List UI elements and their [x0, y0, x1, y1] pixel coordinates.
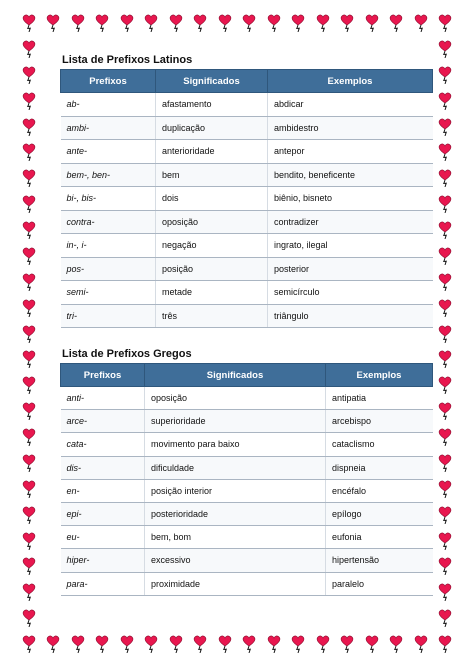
heart-balloon-icon [22, 273, 36, 291]
prefix-cell: in-, i- [61, 234, 156, 258]
heart-balloon-icon [365, 14, 379, 32]
prefix-cell: ab- [61, 93, 156, 117]
heart-balloon-icon [365, 635, 379, 653]
table-row [61, 281, 433, 305]
column-header-prefixos: Prefixos [61, 70, 156, 93]
example-cell: dispneia [326, 456, 433, 479]
heart-balloon-icon [291, 635, 305, 653]
example-cell: antipatia [326, 387, 433, 410]
heart-balloon-icon [438, 402, 452, 420]
example-cell: ingrato, ilegal [268, 234, 433, 258]
heart-balloon-icon [414, 14, 428, 32]
heart-balloon-icon [193, 635, 207, 653]
heart-balloon-icon [22, 92, 36, 110]
meaning-cell: oposição [145, 387, 326, 410]
heart-balloon-icon [71, 14, 85, 32]
heart-balloon-icon [414, 635, 428, 653]
heart-balloon-icon [120, 635, 134, 653]
heart-balloon-icon [438, 221, 452, 239]
heart-balloon-icon [22, 635, 36, 653]
prefix-cell: ante- [61, 140, 156, 164]
meaning-cell: três [156, 304, 268, 328]
prefix-cell: eu- [61, 526, 145, 549]
table-row [61, 234, 433, 258]
column-header-exemplos: Exemplos [326, 364, 433, 387]
meaning-cell: anterioridade [156, 140, 268, 164]
heart-balloon-icon [22, 325, 36, 343]
heart-balloon-icon [169, 635, 183, 653]
heart-balloon-icon [316, 635, 330, 653]
greek-prefixes-table [60, 363, 433, 596]
heart-balloon-icon [22, 376, 36, 394]
heart-balloon-icon [242, 635, 256, 653]
heart-balloon-icon [340, 14, 354, 32]
heart-balloon-icon [22, 506, 36, 524]
heart-balloon-icon [389, 635, 403, 653]
prefix-cell: ambi- [61, 116, 156, 140]
heart-balloon-icon [22, 118, 36, 136]
heart-balloon-icon [438, 635, 452, 653]
prefix-cell: semi- [61, 281, 156, 305]
prefix-cell: tri- [61, 304, 156, 328]
latin-prefixes-table [60, 69, 433, 328]
meaning-cell: oposição [156, 210, 268, 234]
prefix-cell: arce- [61, 410, 145, 433]
table-row [61, 526, 433, 549]
heart-balloon-icon [22, 583, 36, 601]
latin-prefixes-title: Lista de Prefixos Latinos [62, 54, 193, 66]
prefix-cell: contra- [61, 210, 156, 234]
example-cell: abdicar [268, 93, 433, 117]
prefix-cell: bi-, bis- [61, 187, 156, 211]
prefix-cell: bem-, ben- [61, 163, 156, 187]
meaning-cell: bem, bom [145, 526, 326, 549]
meaning-cell: negação [156, 234, 268, 258]
heart-balloon-icon [144, 14, 158, 32]
example-cell: antepor [268, 140, 433, 164]
table-row [61, 433, 433, 456]
prefix-cell: cata- [61, 433, 145, 456]
table-row [61, 387, 433, 410]
heart-balloon-icon [242, 14, 256, 32]
meaning-cell: excessivo [145, 549, 326, 572]
meaning-cell: duplicação [156, 116, 268, 140]
heart-balloon-icon [438, 299, 452, 317]
heart-balloon-icon [22, 143, 36, 161]
heart-balloon-icon [22, 40, 36, 58]
heart-balloon-icon [267, 635, 281, 653]
example-cell: triângulo [268, 304, 433, 328]
table-row [61, 572, 433, 595]
column-header-significados: Significados [156, 70, 268, 93]
table-row [61, 549, 433, 572]
heart-balloon-icon [438, 609, 452, 627]
heart-balloon-icon [22, 221, 36, 239]
table-row [61, 410, 433, 433]
heart-balloon-icon [22, 169, 36, 187]
example-cell: biênio, bisneto [268, 187, 433, 211]
heart-balloon-icon [438, 273, 452, 291]
heart-balloon-icon [22, 14, 36, 32]
heart-balloon-icon [169, 14, 183, 32]
heart-balloon-icon [22, 454, 36, 472]
heart-balloon-icon [22, 350, 36, 368]
example-cell: cataclismo [326, 433, 433, 456]
heart-balloon-icon [438, 40, 452, 58]
heart-balloon-icon [438, 376, 452, 394]
table-row [61, 163, 433, 187]
meaning-cell: movimento para baixo [145, 433, 326, 456]
prefix-cell: anti- [61, 387, 145, 410]
heart-balloon-icon [144, 635, 158, 653]
meaning-cell: superioridade [145, 410, 326, 433]
example-cell: posterior [268, 257, 433, 281]
document-page [60, 54, 432, 596]
heart-balloon-icon [438, 454, 452, 472]
heart-balloon-icon [22, 480, 36, 498]
heart-balloon-icon [95, 635, 109, 653]
meaning-cell: posterioridade [145, 502, 326, 525]
heart-balloon-icon [438, 247, 452, 265]
meaning-cell: proximidade [145, 572, 326, 595]
heart-balloon-icon [291, 14, 305, 32]
heart-balloon-icon [438, 480, 452, 498]
heart-balloon-icon [316, 14, 330, 32]
example-cell: ambidestro [268, 116, 433, 140]
column-header-significados: Significados [145, 364, 326, 387]
prefix-cell: hiper- [61, 549, 145, 572]
prefix-cell: epi- [61, 502, 145, 525]
example-cell: contradizer [268, 210, 433, 234]
prefix-cell: dis- [61, 456, 145, 479]
example-cell: semicírculo [268, 281, 433, 305]
heart-balloon-icon [438, 66, 452, 84]
table-row [61, 456, 433, 479]
heart-balloon-icon [218, 635, 232, 653]
prefix-cell: en- [61, 479, 145, 502]
table-row [61, 479, 433, 502]
heart-balloon-icon [438, 350, 452, 368]
heart-balloon-icon [22, 402, 36, 420]
meaning-cell: bem [156, 163, 268, 187]
example-cell: epílogo [326, 502, 433, 525]
heart-balloon-icon [340, 635, 354, 653]
heart-balloon-icon [22, 195, 36, 213]
greek-prefixes-title: Lista de Prefixos Gregos [62, 348, 192, 360]
heart-balloon-icon [438, 583, 452, 601]
heart-balloon-icon [22, 66, 36, 84]
example-cell: bendito, beneficente [268, 163, 433, 187]
heart-balloon-icon [193, 14, 207, 32]
example-cell: encéfalo [326, 479, 433, 502]
heart-balloon-icon [22, 609, 36, 627]
prefix-cell: pos- [61, 257, 156, 281]
column-header-prefixos: Prefixos [61, 364, 145, 387]
heart-balloon-icon [22, 247, 36, 265]
table-row [61, 116, 433, 140]
heart-balloon-icon [438, 195, 452, 213]
meaning-cell: dificuldade [145, 456, 326, 479]
table-row [61, 257, 433, 281]
heart-balloon-icon [22, 532, 36, 550]
column-header-exemplos: Exemplos [268, 70, 433, 93]
heart-balloon-icon [22, 299, 36, 317]
heart-balloon-icon [389, 14, 403, 32]
heart-balloon-icon [46, 14, 60, 32]
heart-balloon-icon [22, 428, 36, 446]
heart-balloon-icon [218, 14, 232, 32]
meaning-cell: afastamento [156, 93, 268, 117]
heart-balloon-icon [438, 92, 452, 110]
meaning-cell: posição interior [145, 479, 326, 502]
table-row [61, 187, 433, 211]
example-cell: paralelo [326, 572, 433, 595]
heart-balloon-icon [438, 14, 452, 32]
meaning-cell: dois [156, 187, 268, 211]
heart-balloon-icon [71, 635, 85, 653]
table-row [61, 140, 433, 164]
heart-balloon-icon [438, 169, 452, 187]
heart-balloon-icon [438, 532, 452, 550]
heart-balloon-icon [438, 506, 452, 524]
heart-balloon-icon [46, 635, 60, 653]
heart-balloon-icon [438, 557, 452, 575]
example-cell: hipertensão [326, 549, 433, 572]
heart-balloon-icon [438, 325, 452, 343]
table-row [61, 210, 433, 234]
table-row [61, 502, 433, 525]
heart-balloon-icon [267, 14, 281, 32]
meaning-cell: posição [156, 257, 268, 281]
heart-balloon-icon [438, 118, 452, 136]
table-row [61, 304, 433, 328]
heart-balloon-icon [438, 143, 452, 161]
heart-balloon-icon [438, 428, 452, 446]
heart-balloon-icon [22, 557, 36, 575]
example-cell: arcebispo [326, 410, 433, 433]
table-header-row [61, 70, 433, 93]
meaning-cell: metade [156, 281, 268, 305]
prefix-cell: para- [61, 572, 145, 595]
heart-balloon-icon [120, 14, 134, 32]
table-header-row [61, 364, 433, 387]
example-cell: eufonia [326, 526, 433, 549]
table-row [61, 93, 433, 117]
heart-balloon-icon [95, 14, 109, 32]
